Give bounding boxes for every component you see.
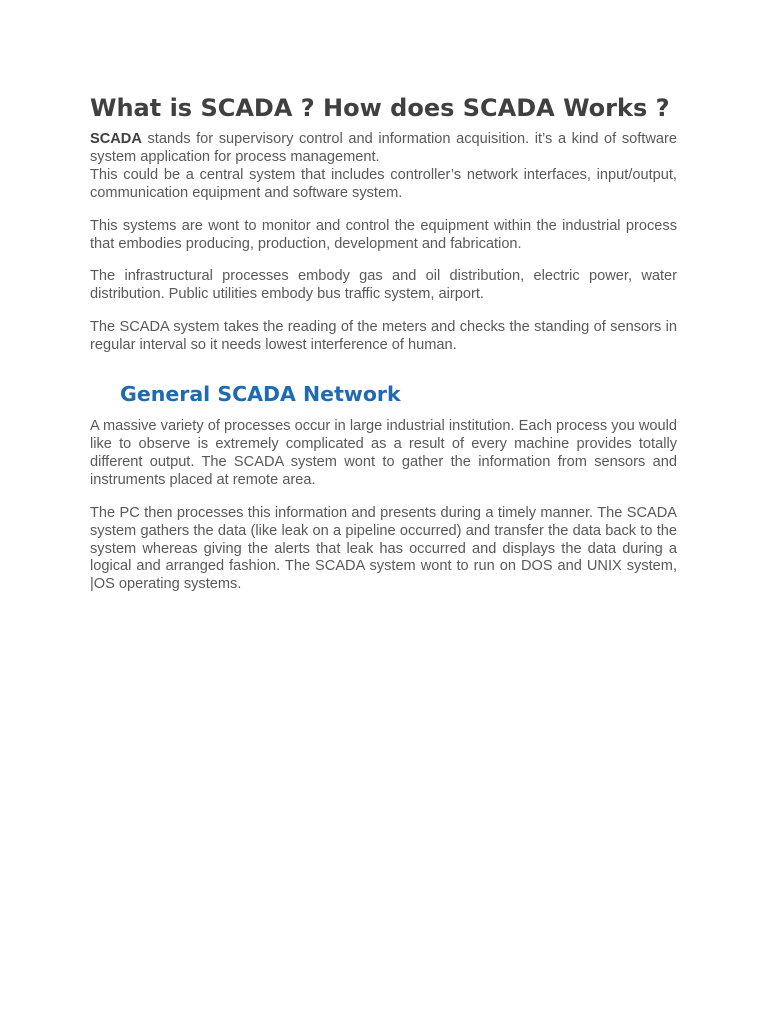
- document-page: [90, 92, 677, 594]
- section-heading: General SCADA Network: [120, 382, 401, 407]
- page-title: What is SCADA ? How does SCADA Works ?: [90, 94, 670, 122]
- body-paragraph-2: The infrastructural processes embody gas and oil distribution, electric power, water distribution. Public utilities embody bus traffic system, airport.: [90, 268, 677, 303]
- intro-block: [90, 131, 677, 203]
- body-paragraph-3: The SCADA system takes the reading of the meters and checks the standing of sensors in regular interval so it needs lowest interference of human.: [90, 319, 677, 354]
- intro-paragraph-1: [90, 131, 677, 167]
- section-paragraph-2: The PC then processes this information and presents during a timely manner. The SCADA system gathers the data (like leak on a pipeline occurred) and transfer the data back to the system whereas giving the alerts that leak has occurred and displays the data during a logical and arranged fashion. The SCADA system wont to run on DOS and UNIX system, |OS operating systems.: [90, 504, 677, 593]
- intro-paragraph-2: This could be a central system that includes controller’s network interfaces, input/output, communication equipment and software system.: [90, 166, 677, 201]
- intro-lead-term: SCADA: [90, 131, 142, 147]
- section-paragraph-1: A massive variety of processes occur in large industrial institution. Each process you would like to observe is extremely complicated as a result of every machine provides totally different output. The SCADA system wont to gather the information from sensors and instruments placed at remote area.: [90, 418, 677, 488]
- intro-line1-text: stands for supervisory control and information acquisition. it’s a kind of software system application for process management.: [90, 131, 677, 165]
- body-paragraph-1: This systems are wont to monitor and control the equipment within the industrial process that embodies producing, production, development and fabrication.: [90, 217, 677, 252]
